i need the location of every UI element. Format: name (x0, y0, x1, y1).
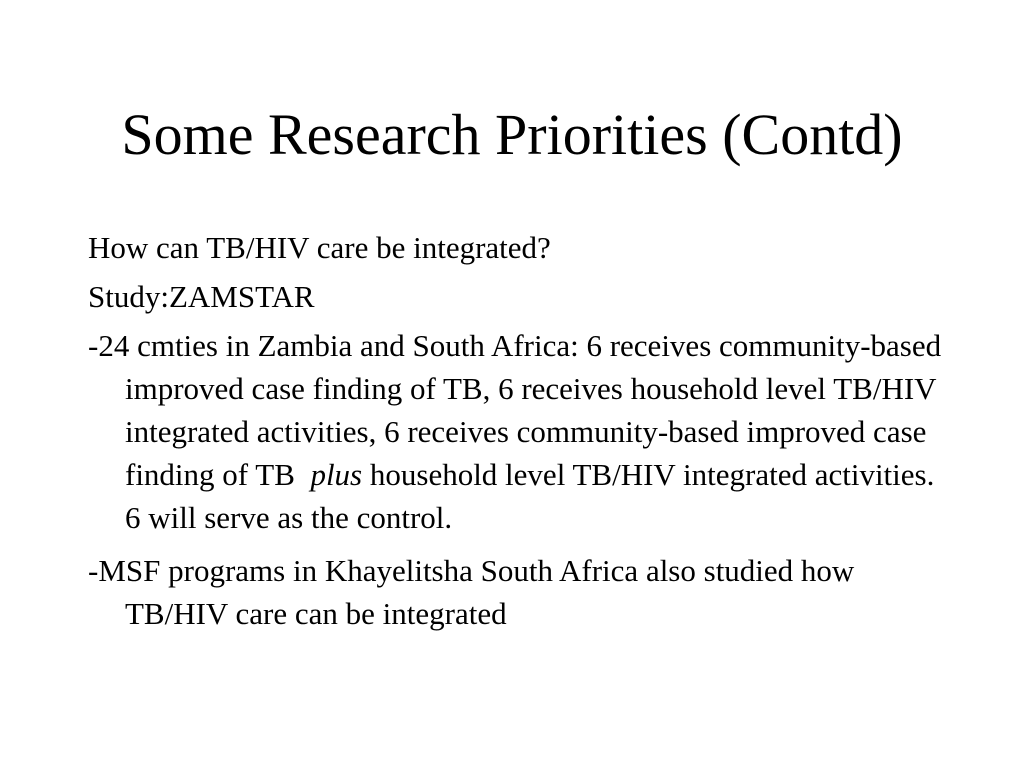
slide-body (88, 226, 948, 645)
zamstar-text-after: household level TB/HIV integrated activities. 6 will serve as the control. (125, 457, 943, 535)
paragraph-zamstar-details (88, 324, 948, 539)
zamstar-text-italic: plus (310, 457, 363, 492)
zamstar-text-before: -24 cmties in Zambia and South Africa: 6 receives community-based improved case finding of TB, 6 receives household level TB/HIV integrated activities, 6 receives community-based improved case finding of TB (88, 328, 942, 492)
slide-title: Some Research Priorities (Contd) (121, 102, 903, 167)
paragraph-question: How can TB/HIV care be integrated? (88, 230, 551, 265)
paragraph-msf-programs: -MSF programs in Khayelitsha South Africa also studied how TB/HIV care can be integrated (88, 553, 855, 631)
paragraph-study: Study:ZAMSTAR (88, 279, 315, 314)
